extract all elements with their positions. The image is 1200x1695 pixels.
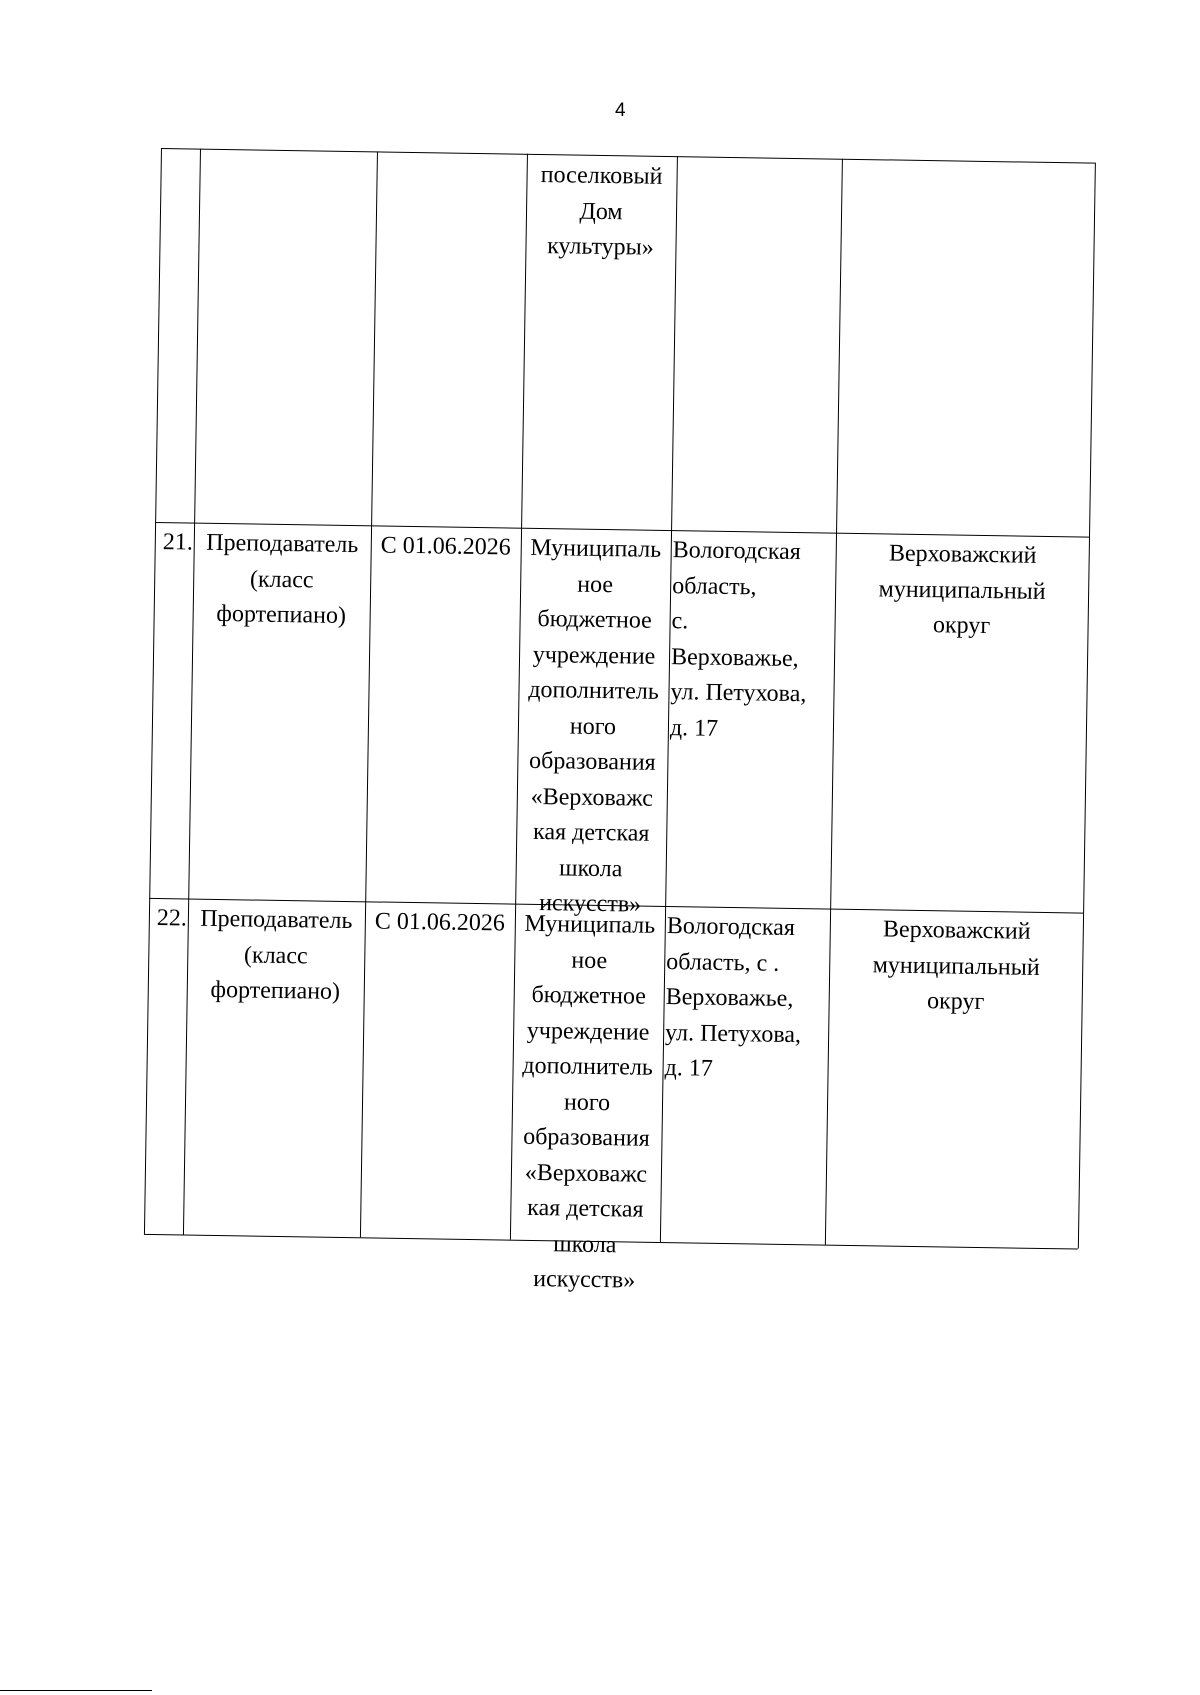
page-number: 4 — [615, 100, 626, 121]
cell-line: область, — [671, 572, 757, 600]
footnote-separator — [0, 1690, 152, 1691]
cell-line: бюджетное — [531, 981, 647, 1010]
address-cell — [664, 909, 829, 1089]
cell-line: образования — [528, 747, 656, 776]
date-cell: С 01.06.2026 — [380, 532, 511, 561]
cell-line: Муниципаль — [524, 910, 656, 939]
cell-line: искусств» — [538, 890, 642, 918]
positions-table — [142, 148, 1095, 1349]
cell-line: школа — [558, 854, 623, 882]
cell-line: муниципальный — [872, 951, 1040, 981]
cell-line: Верховажье, — [670, 643, 799, 672]
cell-line: муниципальный — [878, 575, 1046, 605]
row-number: 21. — [162, 529, 194, 556]
cell-line: бюджетное — [537, 605, 652, 634]
district-cell — [836, 536, 1088, 646]
district-cell — [830, 912, 1082, 1022]
cell-line: Верховажский — [882, 916, 1031, 945]
cell-line: с. — [671, 608, 689, 635]
row-number: 22. — [156, 905, 188, 932]
cell-line: культуры» — [547, 233, 654, 261]
cell-line: д. 17 — [669, 714, 719, 742]
cell-line: «Верховажс — [530, 783, 654, 812]
cell-line: ное — [571, 947, 608, 974]
cell-line: фортепиано) — [210, 976, 341, 1005]
cell-line: «Верховажс — [524, 1159, 648, 1188]
cell-line: Муниципаль — [530, 534, 662, 563]
org-cell — [516, 531, 670, 924]
cell-line: образования — [522, 1123, 650, 1152]
cell-line: (класс — [243, 941, 308, 969]
cell-line: Преподаватель — [200, 905, 353, 935]
cell-line: Верховажье, — [665, 984, 794, 1013]
cell-line: округ — [926, 988, 985, 1016]
org-cell — [526, 158, 676, 267]
cell-line: область, с . — [666, 948, 780, 977]
position-cell — [193, 526, 370, 635]
cell-line: Вологодская — [666, 913, 796, 942]
cell-line: искусств» — [533, 1265, 636, 1294]
cell-line: учреждение — [526, 1017, 650, 1046]
table-border-left — [144, 148, 162, 1234]
cell-line: учреждение — [532, 641, 656, 670]
column-divider — [183, 149, 201, 1235]
cell-line: ное — [577, 571, 614, 598]
cell-line: поселковый — [540, 161, 663, 190]
address-cell — [670, 533, 835, 749]
cell-line: кая детская — [527, 1194, 644, 1223]
cell-line: Преподаватель — [206, 529, 359, 559]
org-cell — [510, 907, 664, 1300]
cell-line: округ — [932, 612, 991, 640]
cell-line: Верховажский — [888, 540, 1037, 569]
cell-line: дополнитель — [522, 1052, 654, 1081]
position-cell — [187, 902, 364, 1011]
cell-line: ного — [563, 1088, 611, 1116]
table-border-right — [1078, 163, 1096, 1249]
cell-line: кая детская — [532, 818, 650, 847]
cell-line: д. 17 — [664, 1055, 714, 1082]
cell-line: (класс — [249, 565, 314, 593]
cell-line: ул. Петухова, — [670, 679, 807, 708]
cell-line: дополнитель — [528, 676, 659, 705]
cell-line: фортепиано) — [216, 600, 347, 629]
cell-line: Дом — [579, 198, 623, 225]
cell-line: ного — [569, 712, 617, 740]
cell-line: ул. Петухова, — [664, 1019, 802, 1048]
cell-line: школа — [553, 1230, 617, 1258]
date-cell: С 01.06.2026 — [374, 908, 506, 937]
cell-line: Вологодская — [672, 537, 802, 566]
column-divider — [360, 151, 378, 1237]
